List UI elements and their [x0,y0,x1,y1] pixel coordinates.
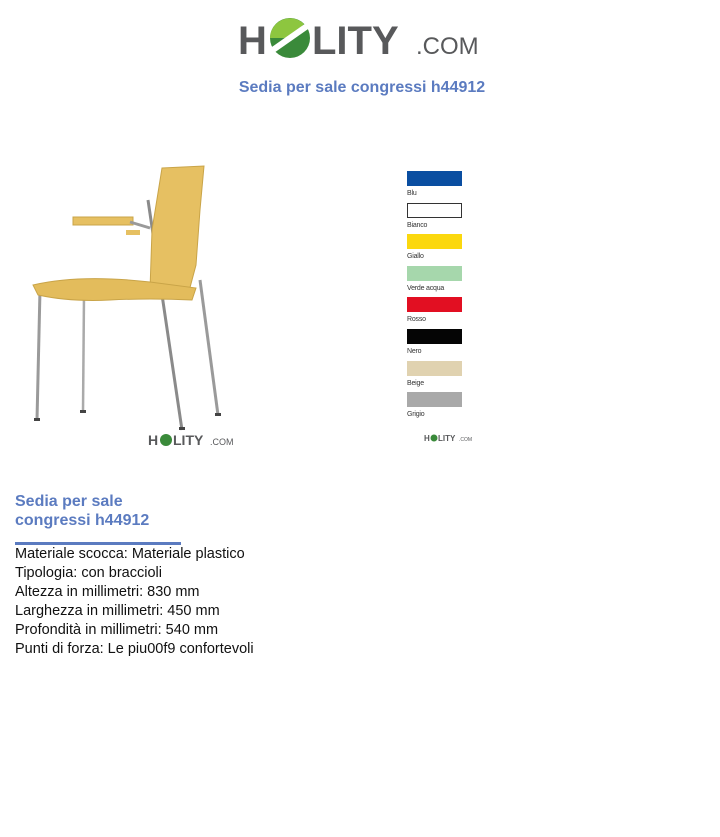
logo-dotcom: .COM [416,33,479,60]
svg-text:.COM: .COM [459,437,473,443]
swatch-item [406,297,476,329]
product-heading [15,492,185,530]
chair-product-image [0,150,300,460]
spec-material: Materiale scocca: Materiale plastico [15,546,245,562]
svg-text:.COM: .COM [210,437,234,447]
svg-text:LITY: LITY [438,434,456,443]
swatch-color-blu [407,171,462,186]
logo-letter-h: H [238,19,267,63]
swatch-label: Giallo [407,253,424,261]
product-specs [15,545,254,659]
svg-text:H: H [424,434,430,443]
swatch-color-bianco [407,203,462,218]
swatch-color-verde-acqua [407,266,462,281]
swatch-color-giallo [407,234,462,249]
swatch-item [406,361,476,393]
chair-image-watermark-logo [148,430,238,450]
swatch-label: Rosso [407,316,426,324]
swatch-label: Grigio [407,411,425,419]
spec-depth: Profondità in millimetri: 540 mm [15,622,219,638]
logo-letters-lity: LITY [312,19,399,63]
swatch-item [406,203,476,235]
svg-text:LITY: LITY [173,432,204,448]
color-swatch-list [406,171,476,424]
swatch-color-rosso [407,297,462,312]
swatch-label: Beige [407,379,424,387]
svg-text:H: H [148,432,159,448]
product-heading-line2: congressi h44912 [15,512,150,529]
holity-logo [238,10,488,70]
swatch-watermark-logo [424,432,474,444]
product-heading-line1: Sedia per sale [15,493,123,510]
swatch-label: Blu [407,190,417,197]
spec-type: Tipologia: con braccioli [15,565,162,581]
swatch-label: Nero [407,347,422,355]
swatch-item [406,171,476,203]
swatch-color-grigio [407,392,462,407]
spec-width: Larghezza in millimetri: 450 mm [15,603,220,619]
swatch-color-nero [407,329,462,344]
swatch-item [406,329,476,361]
logo-o-icon [270,18,310,58]
spec-height: Altezza in millimetri: 830 mm [15,584,200,600]
swatch-color-beige [407,361,462,376]
swatch-item [406,266,476,298]
spec-strengths: Punti di forza: Le piu00f9 confortevoli [15,641,254,657]
swatch-item [406,234,476,266]
page-title: Sedia per sale congressi h44912 [238,79,486,96]
swatch-label: Bianco [407,221,428,229]
swatch-label: Verde acqua [407,284,445,292]
swatch-item [406,392,476,424]
